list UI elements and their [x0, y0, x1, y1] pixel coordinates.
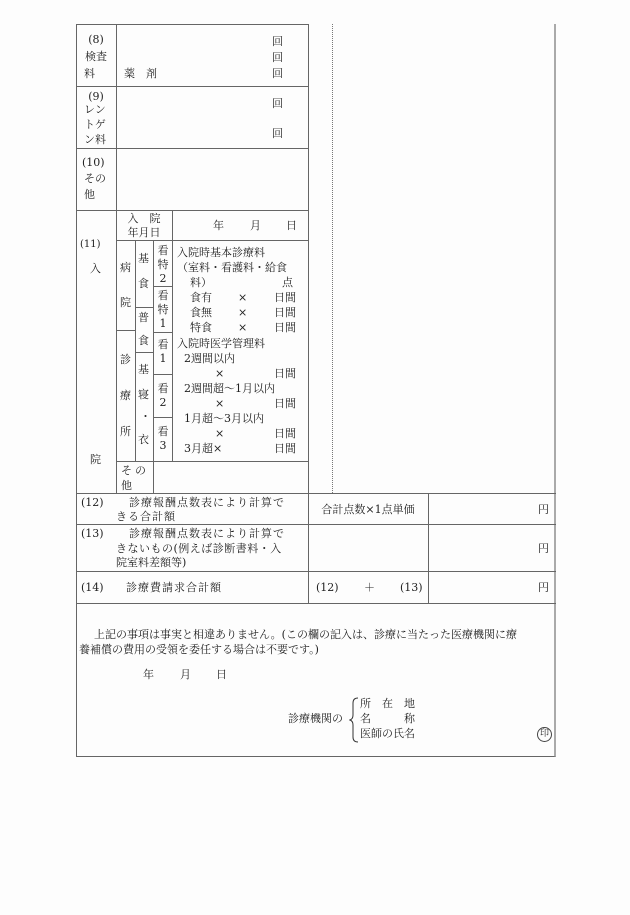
row8-drug: 薬 剤 [124, 67, 157, 80]
row10-num: (10) [82, 156, 105, 169]
nurse-1 [155, 338, 171, 366]
basic-fee-sub1: （室料・看護料・給食 [177, 261, 287, 274]
mgmt-3m: 3月超× [184, 442, 223, 455]
top-border [76, 24, 308, 25]
row10-label1: その [84, 172, 106, 185]
row14-num: (14) [81, 581, 104, 594]
ns1-c: 1 [159, 317, 167, 330]
row13-top [76, 524, 556, 525]
cert-day: 日 [216, 668, 227, 681]
meal-special-x: × [238, 321, 248, 334]
nurse-2 [155, 382, 171, 410]
row10-label2: 他 [84, 188, 95, 201]
bedding-1: 基 [138, 363, 149, 376]
mgmt-3m-days: 日間 [274, 442, 296, 455]
row13-label3: 院室料差額等) [116, 556, 187, 569]
meal-without: 食無 [190, 306, 212, 319]
row9-label1: レン [84, 103, 106, 116]
row11-label-top: 入 [90, 262, 101, 275]
row14-bottom [76, 603, 556, 604]
row11-num: (11) [80, 239, 101, 250]
row8-times-2: 回 [272, 51, 283, 64]
row11-futsushoku-bottom [135, 352, 153, 353]
admission-month: 月 [250, 219, 261, 232]
clinic-char-1: 診 [120, 353, 131, 366]
clinic-char-3: 所 [120, 425, 131, 438]
row9-times-1: 回 [272, 97, 283, 110]
meal-normal-2: 食 [138, 334, 149, 347]
meal-special-days: 日間 [274, 321, 296, 334]
row11-n2-bottom [153, 417, 172, 418]
row12-top [76, 493, 556, 494]
row13-label2: きないもの(例えば診断書料・入 [116, 542, 282, 555]
row8-bottom [76, 86, 308, 87]
basic-fee-title: 入院時基本診療料 [177, 246, 265, 259]
hospital-char-2: 院 [120, 296, 131, 309]
n2-a: 看 [157, 382, 169, 395]
meal-with-days: 日間 [274, 291, 296, 304]
mgmt-2w-1m-days: 日間 [274, 397, 296, 410]
cert-year: 年 [143, 668, 154, 681]
row13-unit: 円 [538, 542, 549, 555]
row12-label2: きる合計額 [116, 510, 176, 523]
nurse-special-2 [155, 244, 171, 286]
row12-num: (12) [81, 496, 104, 509]
row11-col-c [153, 240, 154, 493]
row9-times-2: 回 [272, 127, 283, 140]
seal-icon: 印 [537, 727, 552, 742]
meal-special: 特食 [190, 321, 212, 334]
mgmt-2w-days: 日間 [274, 367, 296, 380]
row9-label3: ン料 [84, 133, 106, 146]
row11-label-bottom: 院 [90, 453, 101, 466]
row13-label1: 診療報酬点数表により計算で [129, 527, 285, 540]
other-2: 他 [121, 479, 132, 492]
meal-normal-1: 普 [138, 311, 149, 324]
row8-times-3: 回 [272, 67, 283, 80]
row12-label1: 診療報酬点数表により計算で [129, 496, 285, 509]
row14-formula-a: (12) [316, 581, 339, 594]
row11-col-b [135, 240, 136, 462]
n2-b: 2 [159, 396, 167, 409]
nurse-3 [155, 425, 171, 453]
label-col-line [116, 24, 117, 210]
ns1-a: 看 [157, 289, 169, 302]
rows12-14-col2 [428, 493, 429, 603]
row14-plus: ＋ [364, 581, 375, 594]
row9-num: (9) [88, 90, 104, 103]
admission-header-1: 入 院 [127, 212, 161, 225]
row9-label2: トゲ [84, 118, 106, 131]
nurse-special-1 [155, 289, 171, 331]
cert-line2: 養補償の費用の受領を委任する場合は不要です。) [79, 643, 319, 656]
row14-unit: 円 [538, 581, 549, 594]
n1-a: 看 [157, 338, 169, 351]
row11-ns1-bottom [153, 332, 172, 333]
doctor-label: 医師の氏名 [360, 727, 415, 740]
admission-day: 日 [286, 219, 297, 232]
n3-b: 3 [159, 439, 167, 452]
row11-ns2-bottom [153, 286, 172, 287]
meal-without-x: × [238, 306, 248, 319]
row8-num: (8) [88, 33, 104, 46]
cert-month: 月 [180, 668, 191, 681]
basic-fee-sub2: 料） [190, 276, 212, 289]
mgmt-1m-3m-days: 日間 [274, 427, 296, 440]
mgmt-title: 入院時医学管理料 [177, 337, 265, 350]
mgmt-2w-1m-x: × [215, 397, 225, 410]
row11-hospital-bottom [116, 330, 135, 331]
mgmt-1m-3m-x: × [215, 427, 225, 440]
row11-header-bottom [116, 240, 308, 241]
row12-unit: 円 [538, 503, 549, 516]
row11-n1-bottom [153, 374, 172, 375]
mgmt-2w-x: × [215, 367, 225, 380]
n3-a: 看 [157, 425, 169, 438]
name-label: 名 称 [360, 712, 415, 725]
mgmt-2w-1m: 2週間超〜1月以内 [184, 382, 275, 395]
row14-formula-b: (13) [400, 581, 423, 594]
row9-bottom [76, 148, 308, 149]
basic-fee-points: 点 [282, 276, 293, 289]
row14-top [76, 571, 556, 572]
bedding-4: 衣 [138, 433, 149, 446]
row8-label1: 検査 [85, 50, 107, 63]
row11-col-a [116, 210, 117, 493]
meal-basic-2: 食 [138, 277, 149, 290]
meal-with: 食有 [190, 291, 212, 304]
mgmt-1m-3m: 1月超〜3月以内 [184, 412, 264, 425]
dotted-divider [332, 24, 333, 493]
ns2-b: 特 [157, 258, 169, 271]
address-label: 所 在 地 [360, 697, 415, 710]
row11-col-d [172, 210, 173, 461]
institution-prefix: 診療機関の [288, 712, 343, 725]
n1-b: 1 [159, 352, 167, 365]
left-table-right-line [308, 24, 309, 493]
row11-kishoku-bottom [135, 307, 153, 308]
other-1: その [121, 464, 149, 477]
hospital-char-1: 病 [120, 261, 131, 274]
row12-formula: 合計点数×1点単価 [321, 503, 415, 516]
meal-without-days: 日間 [274, 306, 296, 319]
row8-label2: 料 [84, 67, 95, 80]
admission-header-2: 年月日 [127, 226, 161, 239]
row14-label: 診療費請求合計額 [126, 581, 222, 594]
row13-num: (13) [81, 527, 104, 540]
row8-times-1: 回 [272, 35, 283, 48]
meal-basic-1: 基 [138, 252, 149, 265]
bedding-3: ・ [140, 410, 151, 423]
ns2-a: 看 [157, 244, 169, 257]
brace-icon [349, 697, 359, 743]
cert-line1: 上記の事項は事実と相違ありません。(この欄の記入は、診療に当たった医療機関に療 [94, 628, 517, 641]
row10-bottom [76, 210, 308, 211]
clinic-char-2: 療 [120, 389, 131, 402]
meal-with-x: × [238, 291, 248, 304]
ns1-b: 特 [157, 303, 169, 316]
bedding-2: 寝 [138, 388, 149, 401]
row11-other-top [116, 461, 308, 462]
ns2-c: 2 [159, 272, 167, 285]
admission-year: 年 [213, 219, 224, 232]
mgmt-2w: 2週間以内 [184, 352, 235, 365]
